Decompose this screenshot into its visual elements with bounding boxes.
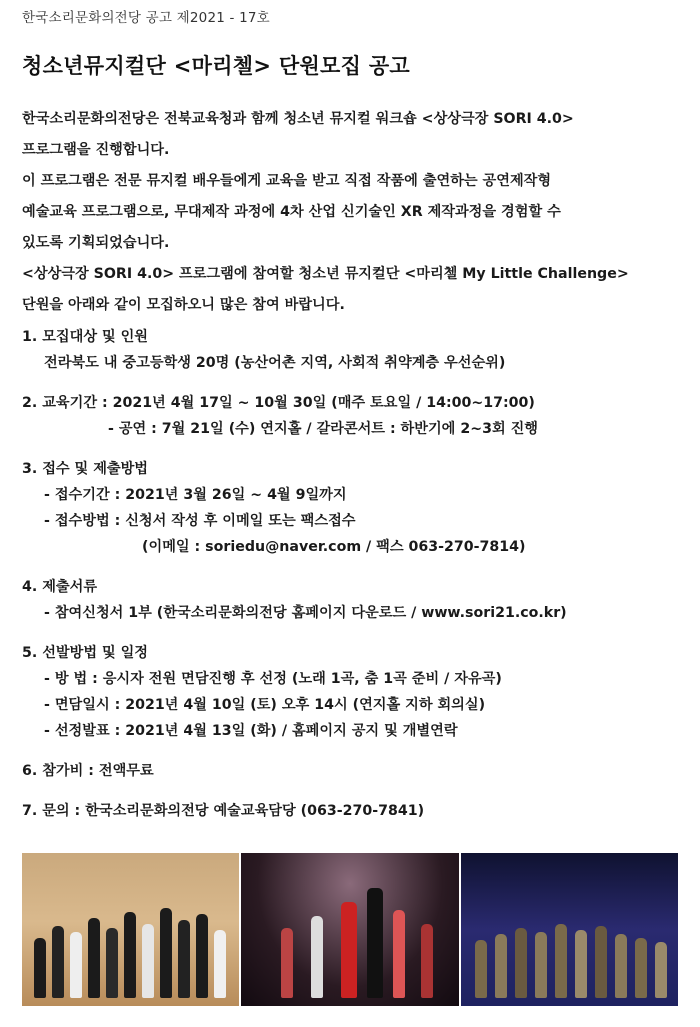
section-line: - 면담일시 : 2021년 4월 10일 (토) 오후 14시 (연지홀 지하 회의실) [44,697,486,713]
section-heading: 6. 참가비 : 전액무료 [22,763,154,779]
section-selection [22,640,682,744]
intro-line: 예술교육 프로그램으로, 무대제작 과정에 4차 산업 신기술인 XR 제작과정을 경험할 수 [22,204,561,220]
intro-line: <상상극장 SORI 4.0> 프로그램에 참여할 청소년 뮤지컬단 <마리첼 My Little Challenge> [22,266,629,282]
section-line: - 접수기간 : 2021년 3월 26일 ~ 4월 9일까지 [44,487,347,503]
intro-line: 프로그램을 진행합니다. [22,142,170,158]
section-heading: 1. 모집대상 및 인원 [22,329,149,345]
page-title: 청소년뮤지컬단 <마리첼> 단원모집 공고 [22,54,410,78]
photo-strip [22,853,678,1006]
section-inquiry [22,798,682,824]
intro-line: 한국소리문화의전당은 전북교육청과 함께 청소년 뮤지컬 워크숍 <상상극장 SORI 4.0> [22,111,574,127]
intro-line: 단원을 아래와 같이 모집하오니 많은 참여 바랍니다. [22,297,345,313]
section-heading: 7. 문의 : 한국소리문화의전당 예술교육담당 (063-270-7841) [22,803,425,819]
section-heading: 4. 제출서류 [22,579,98,595]
section-documents [22,574,682,626]
section-line: - 공연 : 7월 21일 (수) 연지홀 / 갈라콘서트 : 하반기에 2~3회 진행 [108,421,539,437]
section-recruitment-target [22,324,682,376]
section-line: - 참여신청서 1부 (한국소리문화의전당 홈페이지 다운로드 / www.sori21.co.kr) [44,605,567,621]
section-heading: 3. 접수 및 제출방법 [22,461,149,477]
section-fee [22,758,682,784]
intro-paragraph [22,104,682,321]
intro-line: 있도록 기획되었습니다. [22,235,170,251]
intro-line: 이 프로그램은 전문 뮤지컬 배우들에게 교육을 받고 직접 작품에 출연하는 공연제작형 [22,173,552,189]
contact-line: (이메일 : soriedu@naver.com / 팩스 063-270-7814) [142,539,526,555]
section-line: 전라북도 내 중고등학생 20명 (농산어촌 지역, 사회적 취약계층 우선순위) [44,355,506,371]
section-application-method [22,456,682,560]
section-education-period [22,390,682,442]
section-line: - 접수방법 : 신청서 작성 후 이메일 또는 팩스접수 [44,513,356,529]
notice-sections [22,324,682,824]
notice-number: 한국소리문화의전당 공고 제2021 - 17호 [22,10,270,26]
section-line: - 방 법 : 응시자 전원 면담진행 후 선정 (노래 1곡, 춤 1곡 준비 / 자유곡) [44,671,502,687]
section-line: - 선정발표 : 2021년 4월 13일 (화) / 홈페이지 공지 및 개별연락 [44,723,458,739]
section-heading: 2. 교육기간 : 2021년 4월 17일 ~ 10월 30일 (매주 토요일 / 14:00~17:00) [22,395,535,411]
ensemble-stage-photo [461,853,678,1006]
group-photo [22,853,239,1006]
section-heading: 5. 선발방법 및 일정 [22,645,149,661]
stage-performance-photo [241,853,458,1006]
